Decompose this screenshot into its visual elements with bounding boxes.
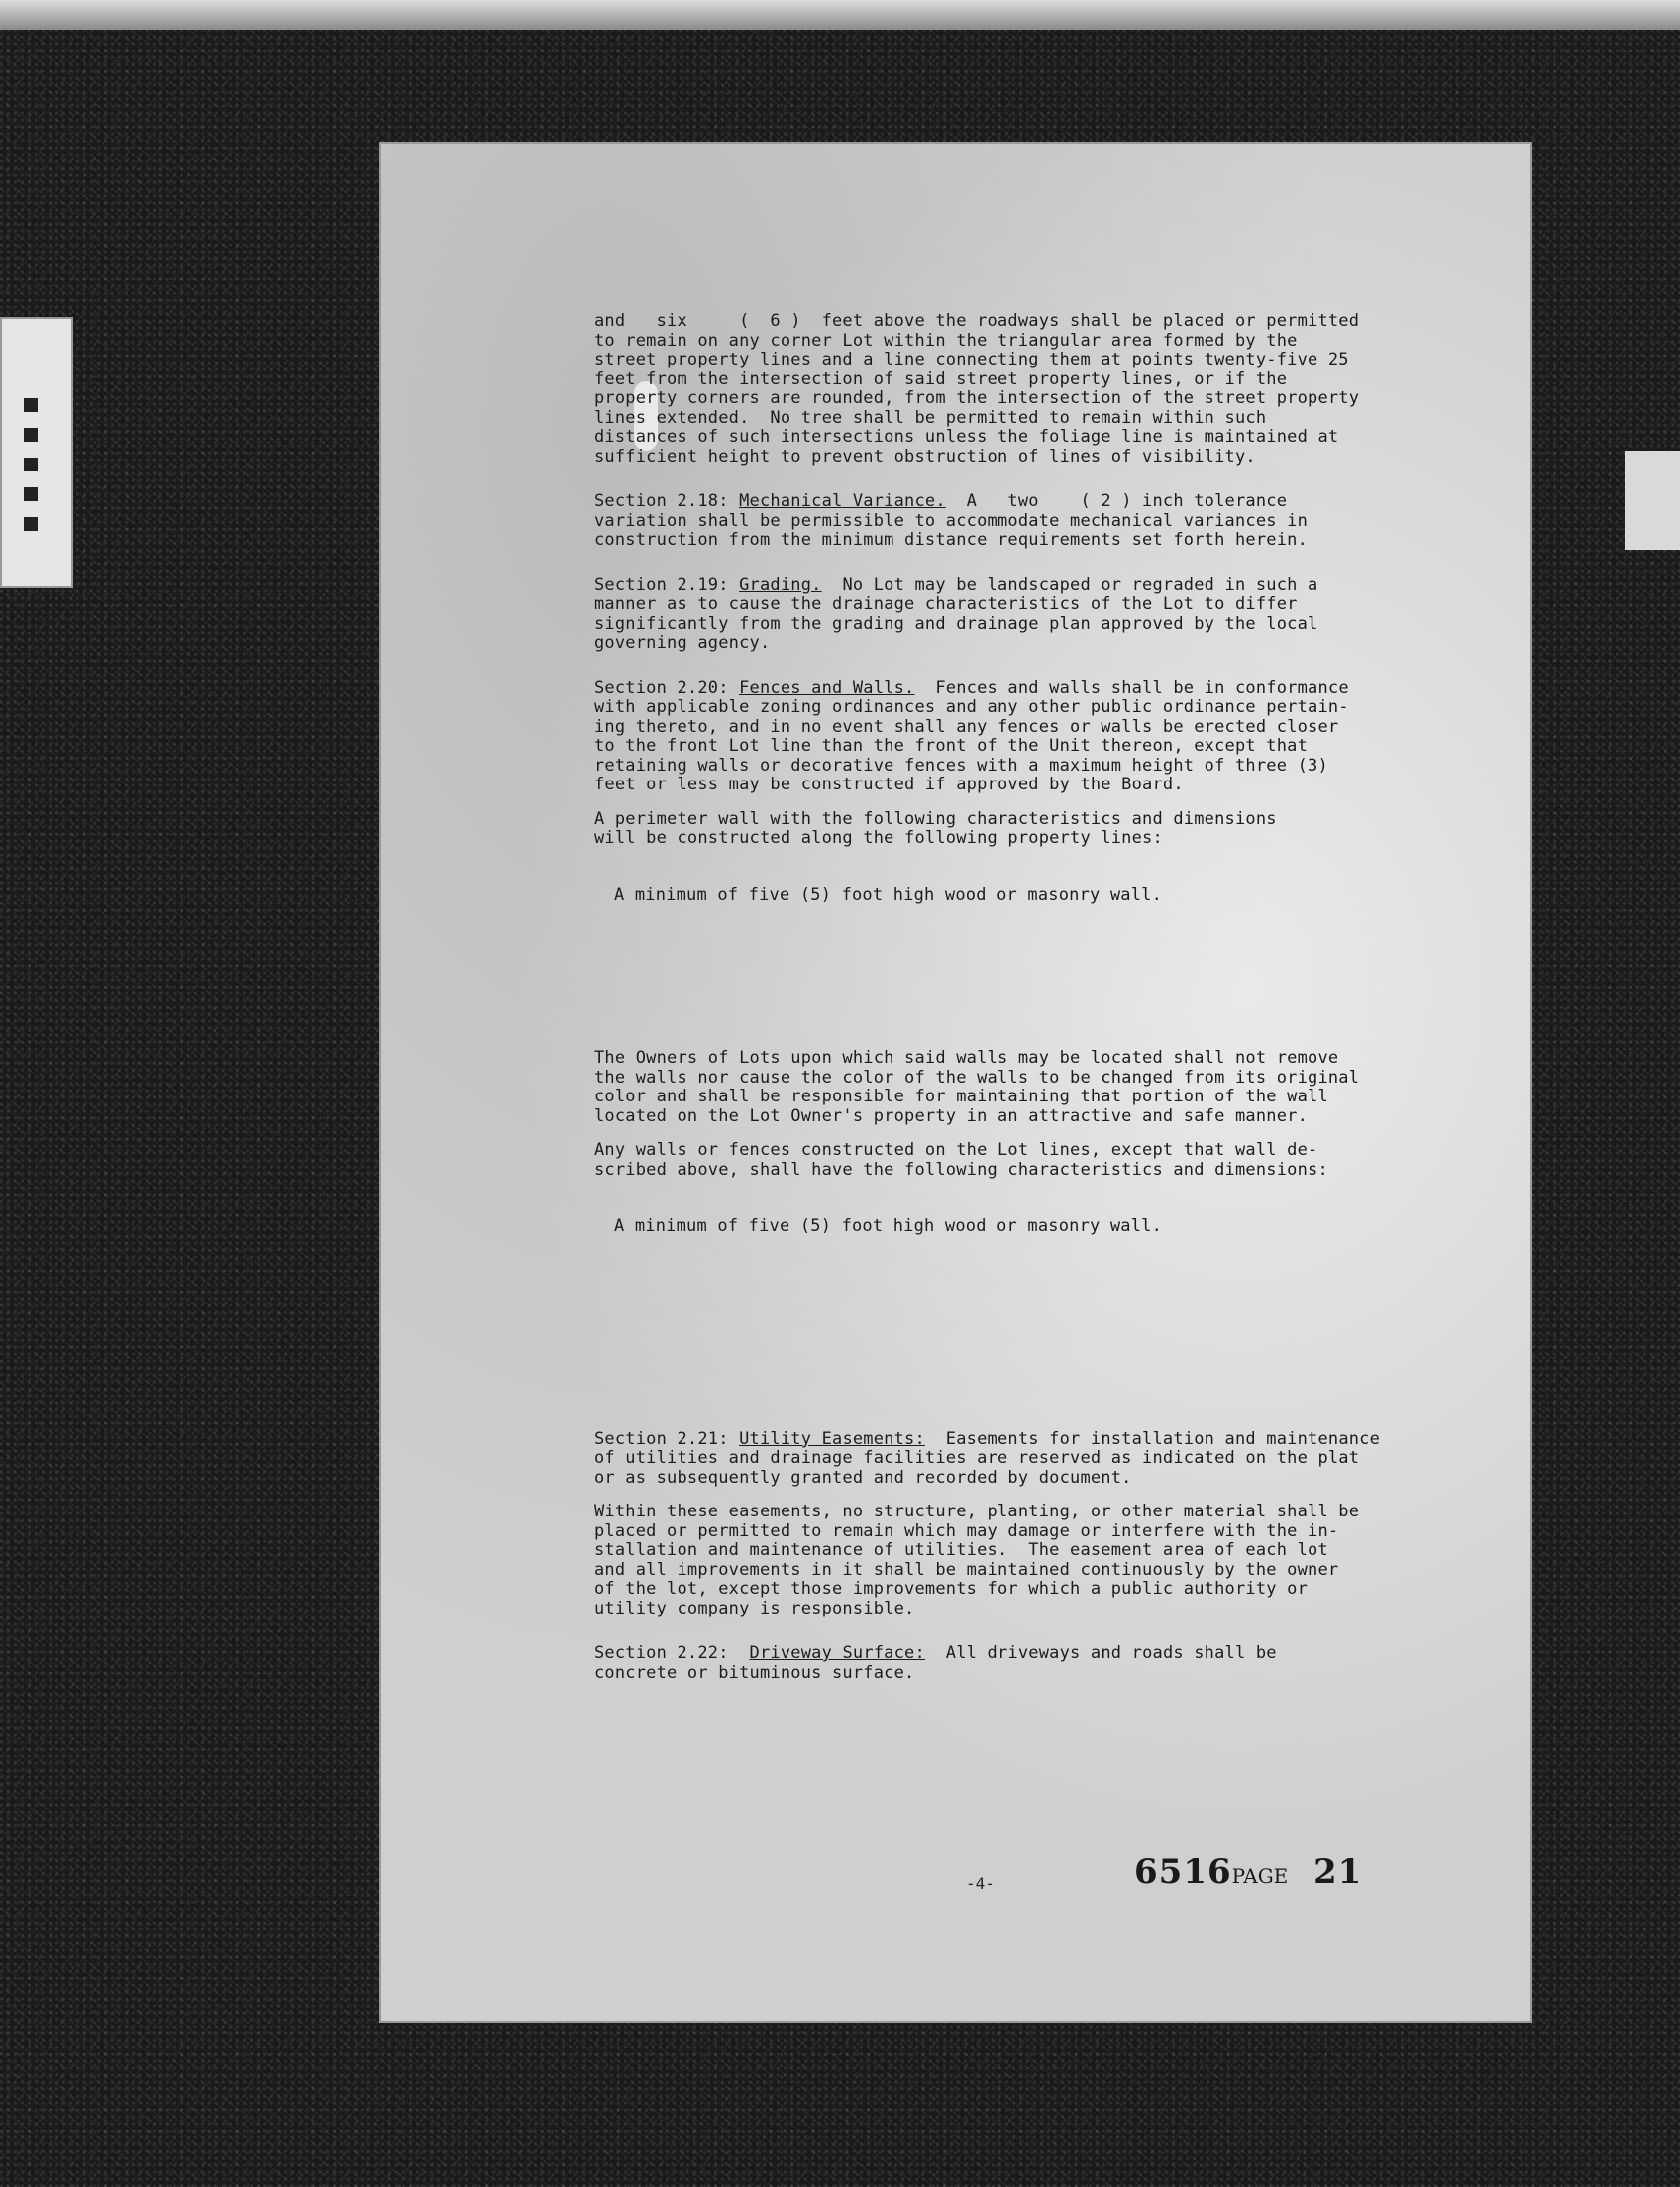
text-line: placed or permitted to remain which may damage or interfere with the in-	[594, 1520, 1339, 1541]
text-line: of utilities and drainage facilities are reserved as indicated on the plat	[594, 1448, 1360, 1468]
wall-specification: A minimum of five (5) foot high wood or masonry wall.	[614, 885, 1163, 905]
text-line: significantly from the grading and drainage plan approved by the local	[594, 613, 1318, 634]
text-line: sufficient height to prevent obstruction of lines of visibility.	[594, 446, 1256, 467]
section-title: Utility Easements:	[739, 1428, 925, 1449]
paragraph-easements	[594, 1503, 1466, 1618]
text-line: feet from the intersection of said street property lines, or if the	[594, 368, 1288, 389]
text-line: variation shall be permissible to accommodate mechanical variances in	[594, 510, 1309, 531]
text-line: manner as to cause the drainage characteristics of the Lot to differ	[594, 594, 1298, 614]
text-line: construction from the minimum distance requirements set forth herein.	[594, 530, 1309, 550]
section-2-19	[594, 576, 1466, 654]
text-line: Any walls or fences constructed on the Lot lines, except that wall de-	[594, 1140, 1318, 1160]
text-line: will be constructed along the following property lines:	[594, 828, 1163, 848]
section-number: Section 2.21:	[594, 1428, 740, 1449]
text-line: utility company is responsible.	[594, 1598, 915, 1618]
paragraph-lot-line-walls	[594, 1141, 1466, 1180]
page-ref: 21	[1312, 1852, 1363, 1892]
text-line: with applicable zoning ordinances and any other public ordinance pertain-	[594, 697, 1349, 717]
text-line: retaining walls or decorative fences with a maximum height of three (3)	[594, 755, 1328, 776]
text-line: property corners are rounded, from the intersection of the street property	[594, 388, 1360, 408]
text-line: Easements for installation and maintenance	[924, 1428, 1381, 1449]
page-number: -4-	[966, 1874, 995, 1893]
text-line: feet or less may be constructed if approved by the Board.	[594, 775, 1184, 794]
text-line: to remain on any corner Lot within the triangular area formed by the	[594, 330, 1298, 351]
text-line: scribed above, shall have the following characteristics and dimensions:	[594, 1159, 1328, 1180]
book-number: 6516	[1134, 1852, 1232, 1892]
text-line: to the front Lot line than the front of the Unit thereon, except that	[594, 736, 1309, 756]
wall-specification: A minimum of five (5) foot high wood or masonry wall.	[614, 1216, 1163, 1236]
text-line: No Lot may be landscaped or regraded in such a	[821, 574, 1318, 595]
text-line: stallation and maintenance of utilities. The easement area of each lot	[594, 1540, 1328, 1560]
text-line: color and shall be responsible for maintaining that portion of the wall	[594, 1087, 1328, 1106]
text-line: A perimeter wall with the following characteristics and dimensions	[594, 808, 1277, 829]
section-title: Fences and Walls.	[739, 677, 915, 698]
text-line: Within these easements, no structure, planting, or other material shall be	[594, 1502, 1360, 1521]
text-line: of the lot, except those improvements for which a public authority or	[594, 1579, 1309, 1599]
section-2-21	[594, 1430, 1466, 1489]
paragraph-sight-triangle	[594, 312, 1466, 467]
text-line: or as subsequently granted and recorded by document.	[594, 1467, 1132, 1488]
text-line: The Owners of Lots upon which said walls may be located shall not remove	[594, 1048, 1339, 1068]
paragraph-owners	[594, 1049, 1466, 1126]
text-line: street property lines and a line connecting them at points twenty-five 25	[594, 350, 1349, 369]
text-line: and all improvements in it shall be maintained continuously by the owner	[594, 1559, 1339, 1580]
section-number: Section 2.22:	[594, 1643, 750, 1663]
section-number: Section 2.19:	[594, 574, 740, 595]
text-line: governing agency.	[594, 633, 771, 653]
section-2-22	[594, 1644, 1466, 1683]
text-line: All driveways and roads shall be	[924, 1643, 1277, 1663]
binder-tab-left	[0, 317, 73, 588]
text-line: located on the Lot Owner's property in an attractive and safe manner.	[594, 1105, 1309, 1126]
text-line: the walls nor cause the color of the walls to be changed from its original	[594, 1067, 1360, 1088]
section-title: Mechanical Variance.	[739, 491, 946, 511]
text-line: A two ( 2 ) inch tolerance	[945, 491, 1288, 511]
paragraph-perimeter-wall	[594, 810, 1466, 849]
binder-tab-right	[1625, 451, 1680, 550]
scanner-edge	[0, 0, 1680, 30]
section-title: Driveway Surface:	[749, 1643, 925, 1663]
section-2-20	[594, 679, 1466, 795]
section-title: Grading.	[739, 574, 822, 595]
page-label: PAGE	[1231, 1864, 1289, 1888]
document-body	[594, 312, 1466, 1683]
text-line: Fences and walls shall be in conformance	[914, 677, 1349, 698]
recording-stamp	[1134, 1852, 1362, 1892]
text-line: ing thereto, and in no event shall any fences or walls be erected closer	[594, 716, 1339, 737]
text-line: concrete or bituminous surface.	[594, 1662, 915, 1683]
section-2-18	[594, 492, 1466, 551]
text-line: lines extended. No tree shall be permitted to remain within such	[594, 407, 1267, 428]
section-number: Section 2.20:	[594, 677, 740, 698]
text-line: distances of such intersections unless the foliage line is maintained at	[594, 427, 1339, 447]
text-line: and six ( 6 ) feet above the roadways shall be placed or permitted	[594, 311, 1360, 331]
section-number: Section 2.18:	[594, 491, 740, 511]
